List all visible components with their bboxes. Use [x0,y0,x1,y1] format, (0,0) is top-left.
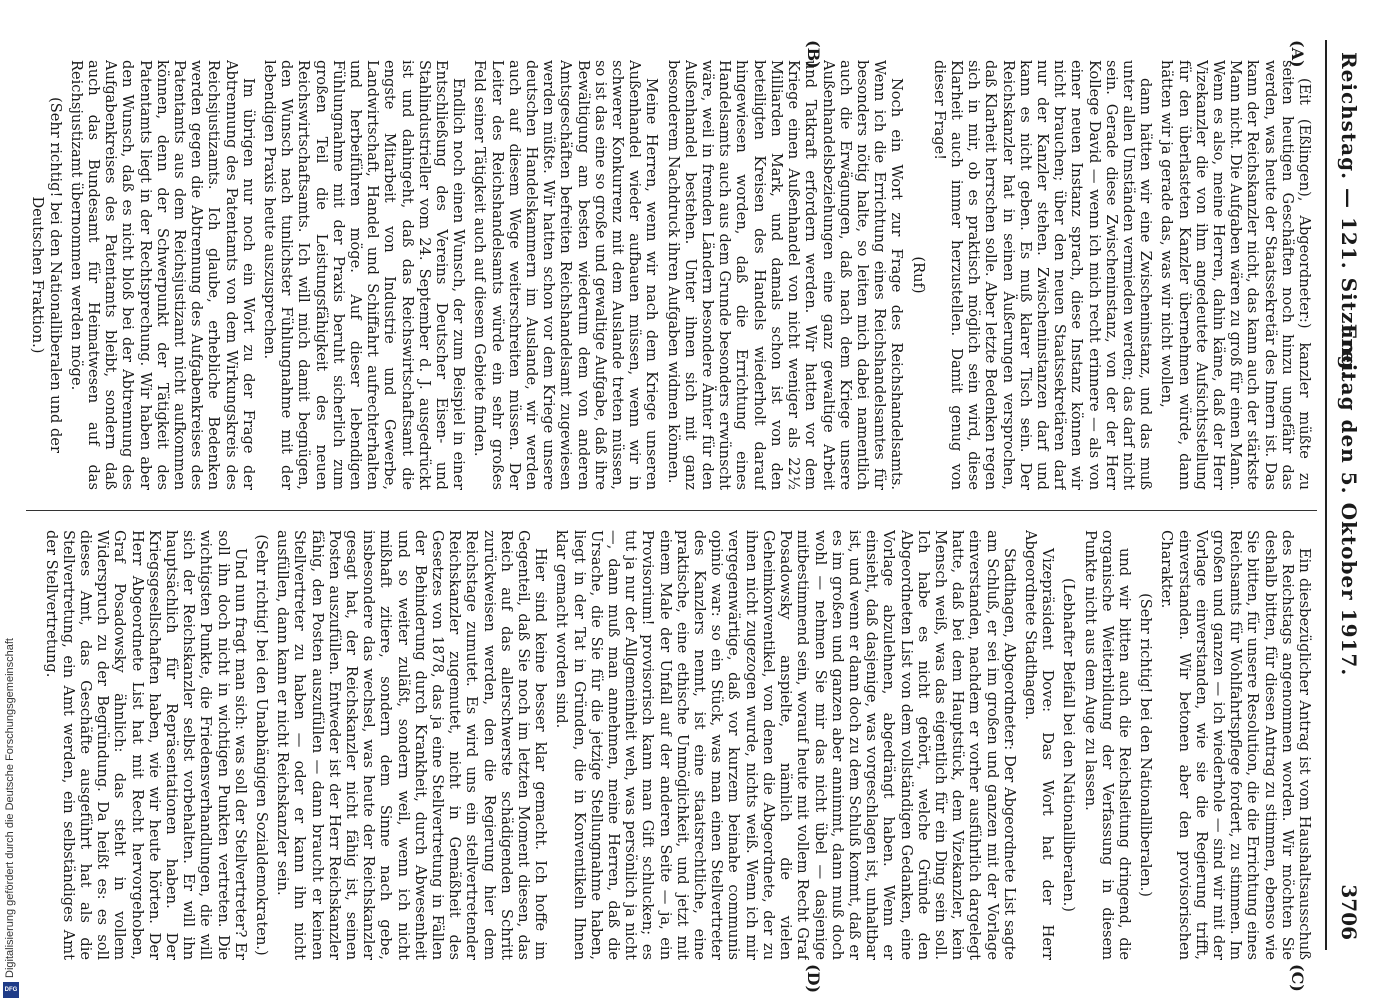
text-column-left [20,60,1313,490]
interjection: (Ruf) [909,256,927,294]
paragraph: Im übrigen nur noch ein Wort zu der Frage der Abtrennung des Patentamts von dem Wirkungskreis des Reichsjustizamts. Ich glaube, erhebliche Bedenken werden gegen die Abtrennung des Aufgabenkreises des Patentamts aus dem Reichsjustizamt nicht aufkommen können, denn der Schwerpunkt der Tätigkeit des Patentamts liegt in der Rechtsprechung. Wir haben aber den Wunsch, daß es nicht bloß bei der Abtrennung des Aufgabenkreises des Patentamts bleibt, sondern daß auch das Bundesamt für Heimatwesen auf das Reichsjustizamt übernommen werden möge. [67,60,257,490]
funding-credit: Digitalisierung gefördert durch die Deutsche Forschungsgemeinschaft [4,638,16,978]
interjection: (Sehr richtig! bei den Unabhängigen Sozialdemokraten.) [253,534,271,956]
interjection: (Lebhafter Beifall bei den Nationalliberalen.) [1060,578,1078,912]
paragraph: Meine Herren, wenn wir nach dem Kriege unseren Außenhandel wieder aufbauen müssen, wenn wir in schwerer Konkurrenz mit dem Auslande treten müssen, so ist das eine so große und gewaltige Aufgabe, daß ihre Bewältigung am besten wiederum dem von anderen Amtsgeschäften befreiten Reichshandelsamt zugewiesen werden müßte. Wir hatten schon vor dem Kriege unsere deutschen Handelskammern im Auslande, wir werden auch auf diesem Wege weiterschreiten müssen. Der Leiter des Reichshandelsamts würde ein sehr großes Feld seiner Tätigkeit auch auf diesem Gebiete finden. [471,60,661,490]
paragraph: (Eit (Eßlingen), Abgeordneter:) kanzler müßte zu seiten heutigen Geschäften noch hinzu ungefähr das werden, was heute der Staatssekretär des Innern ist. Das kann der Reichskanzler nicht, das kann auch der stärkste Mann nicht. Die Aufgaben wären zu groß für einen Mann. Wenn es also, meine Herren, dahin käme, daß der Herr Vizekanzler die von ihm angedeutete Aufsichtsstellung für den überlasteten Kanzler übernehmen würde, dann hätten wir ja gerade das, was wir nicht wollen, [1158,60,1313,490]
paragraph: Endlich noch einen Wunsch, der zum Beispiel in einer Entschließung des Vereins Deutscher Eisen- und Stahlindustrieller vom 24. September d. J. ausgedrückt ist und dahingeht, daß das Reichswirtschaftsamt die engste Mitarbeit von Industrie und Gewerbe, Landwirtschaft, Handel und Schiffahrt aufrechterhalten und herbeiführen möge. Auf dieser lebendigen Fühlungnahme mit der Praxis beruht sicherlich zum großen Teil die Leistungsfähigkeit des neuen Reichswirtschaftsamts. Ich will mich damit begnügen, den Wunsch nach tunlichster Fühlungnahme mit der lebendigen Praxis heute auszusprechen. [261,60,468,490]
paragraph: Ein diesbezüglicher Antrag ist vom Haushaltsausschuß des Reichstags angenommen worden. Wir möchten Sie deshalb bitten, für diesen Antrag zu stimmen, ebenso wie Sie bitten, für unsere Resolution, die die Errichtung eines Reichsamts für Wohlfahrtspflege fordert, zu stimmen. Im großen und ganzen — ich wiederhole — sind wir mit der Vorlage einverstanden, wie sie die Regierung trifft, einverstanden. Wir betonen aber den provisorischen Charakter. [1158,530,1313,960]
dfg-logo-icon: DFG [3,982,19,998]
paragraph: Hier sind keine besser klar gemacht. Ich hoffe im Gegenteil, daß Sie noch im letzten Moment diesen, das Reich auf das allerschwerste schädigenden Schritt zurückweisen werden, den die Regierung hier dem Reichstage zumutet. Es wird uns ein stellvertretender Reichskanzler zugemutet, nicht in Gemäßheit des Gesetzes von 1878, das ja eine Stellvertretung in Fällen der Behinderung durch Krankheit, durch Abwesenheit und so weiter zuläßt, sondern weil, wenn ich nicht mißhaft zitiere, sondern dem Sinne nach gebe, insbesondere das wechsel, was heute der Reichskanzler gesagt hat, der Reichskanzler nicht fähig ist, seinen Posten auszufüllen. Entweder ist der Herr Reichskanzler fähig, den Posten auszufüllen — dann braucht er keinen Stellvertreter zu haben — oder er kann ihn nicht ausfüllen, dann kann er nicht Reichskanzler sein. [274,530,550,960]
column-divider [26,510,1317,511]
paragraph: dann hätten wir eine Zwischeninstanz, und das muß unter allen Umständen vermieden werden; das darf nicht sein. Gerade diese Zwischeninstanz, von der der Herr Kollege David — wenn ich mich recht erinnere — als von einer neuen Instanz sprach, diese Instanz können wir nicht brauchen; über den neuen Staatssekretären darf nur der Kanzler stehen. Zwischeninstanzen darf und kann es nicht geben. Es muß klarer Tisch sein. Der Reichskanzler hat in seinen Äußerungen versprochen, daß Klarheit herrschen solle. Aber letzte Bedenken regen sich in mir, ob es praktisch möglich sein wird, diese Klarheit auch immer herzustellen. Damit genug von dieser Frage! [930,60,1155,490]
paragraph: Noch ein Wort zur Frage des Reichshandelsamts. Wenn ich die Errichtung eines Reichshandelsamtes für besonders nötig halte, so leiten mich dabei namentlich auch die Erwägungen, daß nach dem Kriege unsere Außenhandelsbeziehungen eine ganz gewaltige Arbeit und Tatkraft erfordern werden. Wir hatten vor dem Kriege einen Außenhandel von nicht weniger als 22½ Milliarden Mark, und damals schon ist von den beteiligten Kreisen des Handels wiederholt darauf hingewiesen worden, daß die Errichtung eines Handelsamts auch aus dem Grunde besonders erwünscht wäre, weil in fremden Ländern besondere Ämter für den Außenhandel bestehen. Unter ihnen sich mit ganz besonderem Nachdruck ihren Aufgaben widmen können. [664,60,906,490]
margin-marker-b: (B) [804,40,823,69]
margin-marker-c: (C) [1288,964,1307,992]
paragraph: Stadthagen, Abgeordneter: Der Abgeordnete List sagte am Schluß, er sei im großen und ganzen mit der Vorlage einverstanden, nachdem er vorher ausführlich dargelegt hatte, daß bei dem Hauptstück, dem Vizekanzler, kein Mensch weiß, was das eigentlich für ein Ding sein soll. Ich habe es nicht gehört, welche Gründe den Abgeordneten List von dem vollständigen Gedanken, eine Vorlage abzulehnen, abgedrängt haben. Wenn er einsieht, daß dasjenige, was vorgeschlagen ist, unhaltbar ist, und wenn er dann doch zu dem Schluß kommt, daß er es im großen und ganzen aber annimmt, dann muß doch wohl — nehmen Sie mir das nicht übel — dasjenige mitbestimmend sein, worauf heute mit vollem Recht Graf Posadowsky anspielte, nämlich die vielen Geheimkonventikel, von denen die Abgeordnete, der zu ihnen nicht zugezogen wurde, nichts weiß. Wenn ich mir vergegenwärtige, daß vor kurzem beinahe communis opinio war: so ein Stück, was man einen Stellvertreter des Kanzlers nennt, ist eine staatsrechtliche, eine praktische, eine ethische Unmöglichkeit, und jetzt mit einem Male der Unfall auf der anderen Seite — ja, ein Provisorium! provisorisch kann man Gift schlucken; es tut ja nur der Allgemeinheit weh, was persönlich ja nicht —, dann muß man annehmen, meine Herren, daß die Ursache, die Sie für die jetzige Stellungnahme haben, liegt in der Tat in Gründen, die in Konventikeln Ihnen klar gemacht worden sind. [553,530,1018,960]
margin-marker-d: (D) [804,964,823,994]
paragraph: Vizepräsident Dove: Das Wort hat der Herr Abgeordnete Stadthagen. [1021,530,1057,960]
digitization-sidebar [0,0,22,1000]
interjection: (Sehr richtig! bei den Nationalliberalen.) [1137,593,1155,897]
header-left: Reichstag. — 121. Sitzung. [1337,52,1361,379]
paragraph: und wir bitten auch die Reichsleitung dringend, die organische Weiterbildung der Verfassung in diesem Punkte nicht aus dem Auge zu lassen. [1081,530,1133,960]
interjection: (Sehr richtig! bei den Nationalliberalen und der Deutschen Fraktion.) [29,97,64,453]
header-date: Freitag den 5. Oktober 1917. [1337,323,1361,677]
page-header [1329,0,1375,1000]
margin-marker-a: (A) [1288,40,1307,68]
text-column-right [20,530,1313,960]
page-number: 3706 [1337,884,1361,940]
paragraph: Und nun fragt man sich: was soll der Stellvertreter? Er soll ihn doch nicht in wichtigen Punkten vertreten. Die wichtigsten Punkte, die Friedensverhandlungen, die will sich der Reichskanzler selbst vorbehalten. Er will ihn hauptsächlich für Repräsentationen haben. Der Kriegsgesellschaften haben, wie wir heute hörten. Der Herr Abgeordnete List hat mit Recht hervorgehoben, Graf Posadowsky ähnlich: das steht in vollem Widerspruch zu der Begründung. Da heißt es: es soll dieses Amt, das Geschäfte ausgeführt hat als die Stellvertretung, ein Amt werden, ein selbständiges Amt der Stellvertretung. [42,530,249,960]
header-rule [1325,40,1327,950]
